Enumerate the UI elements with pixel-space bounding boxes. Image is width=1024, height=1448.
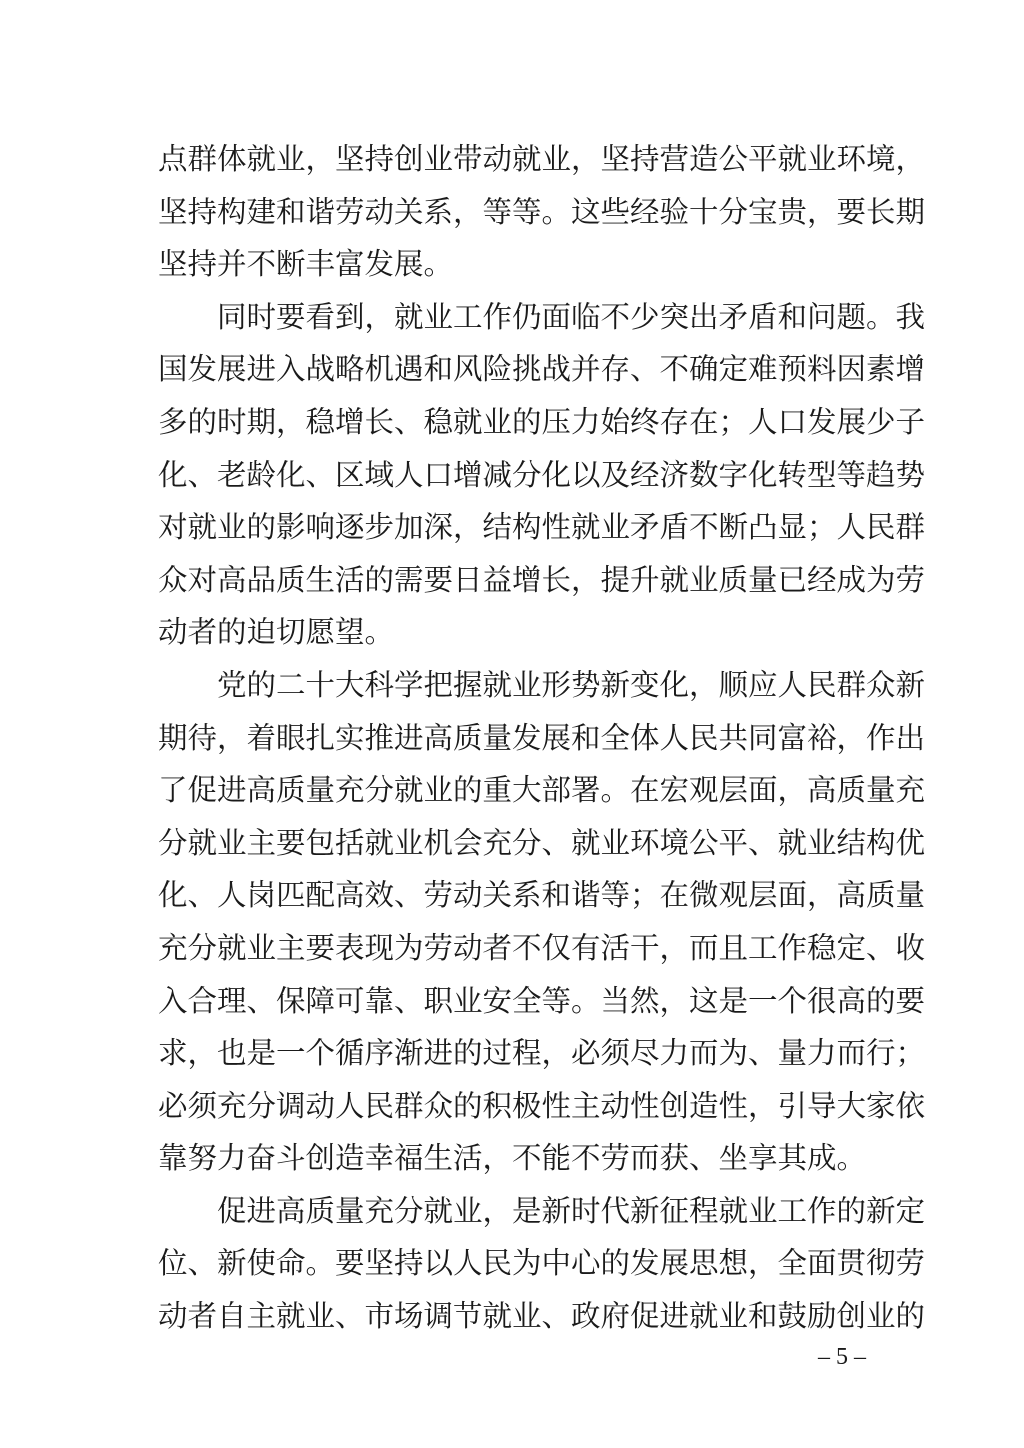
text-line: 点群体就业，坚持创业带动就业，坚持营造公平就业环境， <box>158 142 926 176</box>
text-line: 期待，着眼扎实推进高质量发展和全体人民共同富裕，作出 <box>158 720 926 755</box>
text-line: 对就业的影响逐步加深，结构性就业矛盾不断凸显；人民群 <box>158 510 926 545</box>
text-line: 促进高质量充分就业，是新时代新征程就业工作的新定 <box>158 1193 926 1228</box>
text-line: 必须充分调动人民群众的积极性主动性创造性，引导大家依 <box>158 1088 926 1123</box>
text-line: 坚持并不断丰富发展。 <box>158 247 454 282</box>
text-line: 动者自主就业、市场调节就业、政府促进就业和鼓励创业的 <box>158 1299 926 1334</box>
text-line: 化、老龄化、区域人口增减分化以及经济数字化转型等趋势 <box>158 457 926 492</box>
text-line: 党的二十大科学把握就业形势新变化，顺应人民群众新 <box>158 667 926 702</box>
text-line: 众对高品质生活的需要日益增长，提升就业质量已经成为劳 <box>158 562 926 597</box>
text-line: 分就业主要包括就业机会充分、就业环境公平、就业结构优 <box>158 825 926 860</box>
text-line: 坚持构建和谐劳动关系，等等。这些经验十分宝贵，要长期 <box>158 194 926 229</box>
text-line: 同时要看到，就业工作仍面临不少突出矛盾和问题。我 <box>158 299 926 334</box>
text-line: 多的时期，稳增长、稳就业的压力始终存在；人口发展少子 <box>158 404 926 439</box>
body-text <box>158 133 926 1343</box>
text-line: 求，也是一个循序渐进的过程，必须尽力而为、量力而行； <box>158 1036 926 1071</box>
text-line: 充分就业主要表现为劳动者不仅有活干，而且工作稳定、收 <box>158 930 926 965</box>
text-line: 国发展进入战略机遇和风险挑战并存、不确定难预料因素增 <box>158 352 926 387</box>
page-number: – 5 – <box>818 1344 866 1370</box>
text-line: 入合理、保障可靠、职业安全等。当然，这是一个很高的要 <box>158 983 926 1018</box>
text-line: 化、人岗匹配高效、劳动关系和谐等；在微观层面，高质量 <box>158 878 926 913</box>
text-line: 了促进高质量充分就业的重大部署。在宏观层面，高质量充 <box>158 773 926 808</box>
text-line: 靠努力奋斗创造幸福生活，不能不劳而获、坐享其成。 <box>158 1141 867 1176</box>
text-line: 位、新使命。要坚持以人民为中心的发展思想，全面贯彻劳 <box>158 1246 926 1281</box>
text-line: 动者的迫切愿望。 <box>158 615 395 650</box>
